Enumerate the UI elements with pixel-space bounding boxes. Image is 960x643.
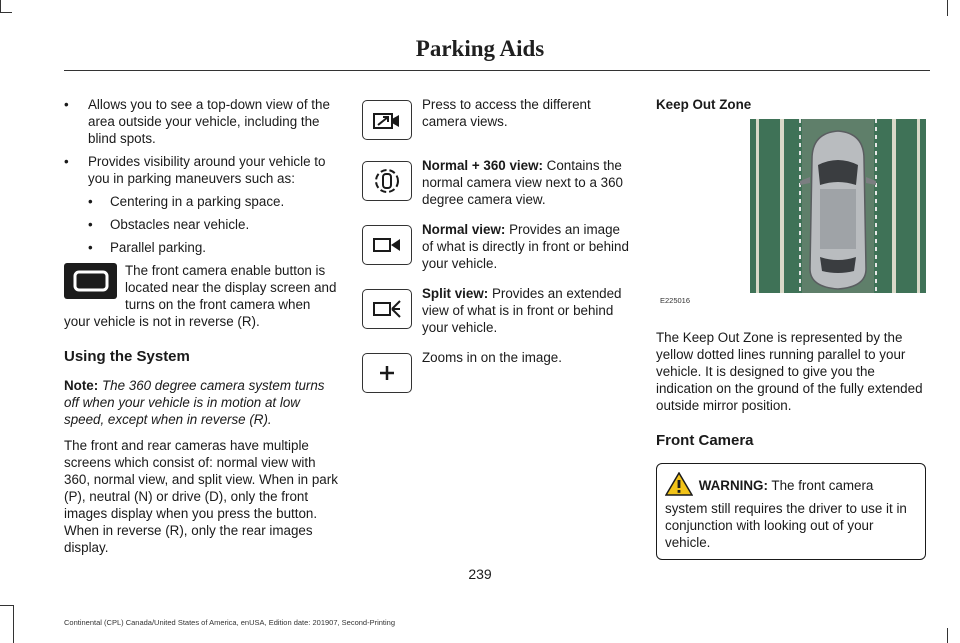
front-camera-paragraph [64,262,339,330]
item-text: Press to access the different camera views. [422,97,591,129]
keep-out-zone-text: The Keep Out Zone is represented by the yellow dotted lines running parallel to your vehicle. It is designed to give you the indication on the ground of the fully extended outside mirror position. [656,330,923,413]
bullet-text: Allows you to see a top-down view of the area outside your vehicle, including the blind spots. [88,97,330,146]
normal-view-icon [362,225,412,265]
figure-label: E225016 [660,296,691,305]
using-system-heading: Using the System [64,348,190,365]
crop-mark [0,605,13,606]
zoom-row [362,349,632,397]
warning-icon [665,472,693,500]
feature-list [64,96,339,256]
item-label: Normal view: [422,222,506,237]
camera-views-row [362,96,632,144]
body-paragraph: The front and rear cameras have multiple screens which consist of: normal view with 360, normal view, and split view. When in park (P), neutral (N) or drive (D), only the front images display when you press the button. When in reverse (R), only the rear images display. [64,438,338,555]
normal-view-row [362,221,632,272]
vehicle-top-view-illustration [750,119,926,293]
right-column [656,96,926,560]
normal-360-row [362,157,632,208]
item-text: Zooms in on the image. [422,350,562,365]
normal-360-icon [362,161,412,201]
camera-views-icon [362,100,412,140]
crop-mark [947,628,948,643]
list-item [88,216,339,233]
sub-bullet-text: Parallel parking. [110,240,207,255]
front-camera-text: The front camera enable button is located near the display screen and turns on the front camera when your vehicle is not in reverse (R). [64,263,337,329]
list-item [88,193,339,210]
sub-bullet-text: Obstacles near vehicle. [110,217,250,232]
item-text: Provides an extended view of what is in front or behind your vehicle. [422,286,622,335]
item-text: Contains the normal camera view next to a 360 degree camera view. [422,158,623,207]
warning-box [656,463,926,560]
page-title: Parking Aids [415,36,545,61]
note-label: Note: [64,378,99,393]
keep-out-zone-figure [656,119,926,317]
crop-mark [13,605,14,643]
maneuver-list [88,193,339,256]
left-column [64,96,339,565]
zoom-icon [362,353,412,393]
split-view-icon [362,289,412,329]
crop-mark [0,12,12,13]
middle-column [362,96,632,410]
warning-label: WARNING: [698,478,768,493]
front-camera-heading: Front Camera [656,432,754,449]
item-label: Normal + 360 view: [422,158,543,173]
list-item [64,96,339,147]
list-item [64,153,339,256]
header-rule [64,70,930,71]
note-text: The 360 degree camera system turns off when your vehicle is in motion at low speed, except when in reverse (R). [64,378,325,427]
split-view-row [362,285,632,336]
item-text: Provides an image of what is directly in front or behind your vehicle. [422,222,629,271]
sub-bullet-text: Centering in a parking space. [110,194,285,209]
footer-edition-text: Continental (CPL) Canada/United States of America, enUSA, Edition date: 201907, Second-Printing [64,618,396,627]
item-label: Split view: [422,286,489,301]
list-item [88,239,339,256]
crop-mark [947,0,948,16]
bullet-text: Provides visibility around your vehicle to you in parking maneuvers such as: [88,154,326,186]
keep-out-zone-heading: Keep Out Zone [656,97,752,112]
note-paragraph [64,377,339,428]
front-camera-button-icon [64,263,117,299]
warning-text: The front camera system still requires the driver to use it in conjunction with looking out of your vehicle. [665,478,907,550]
page-number: 239 [468,566,492,582]
crop-mark [0,0,1,12]
